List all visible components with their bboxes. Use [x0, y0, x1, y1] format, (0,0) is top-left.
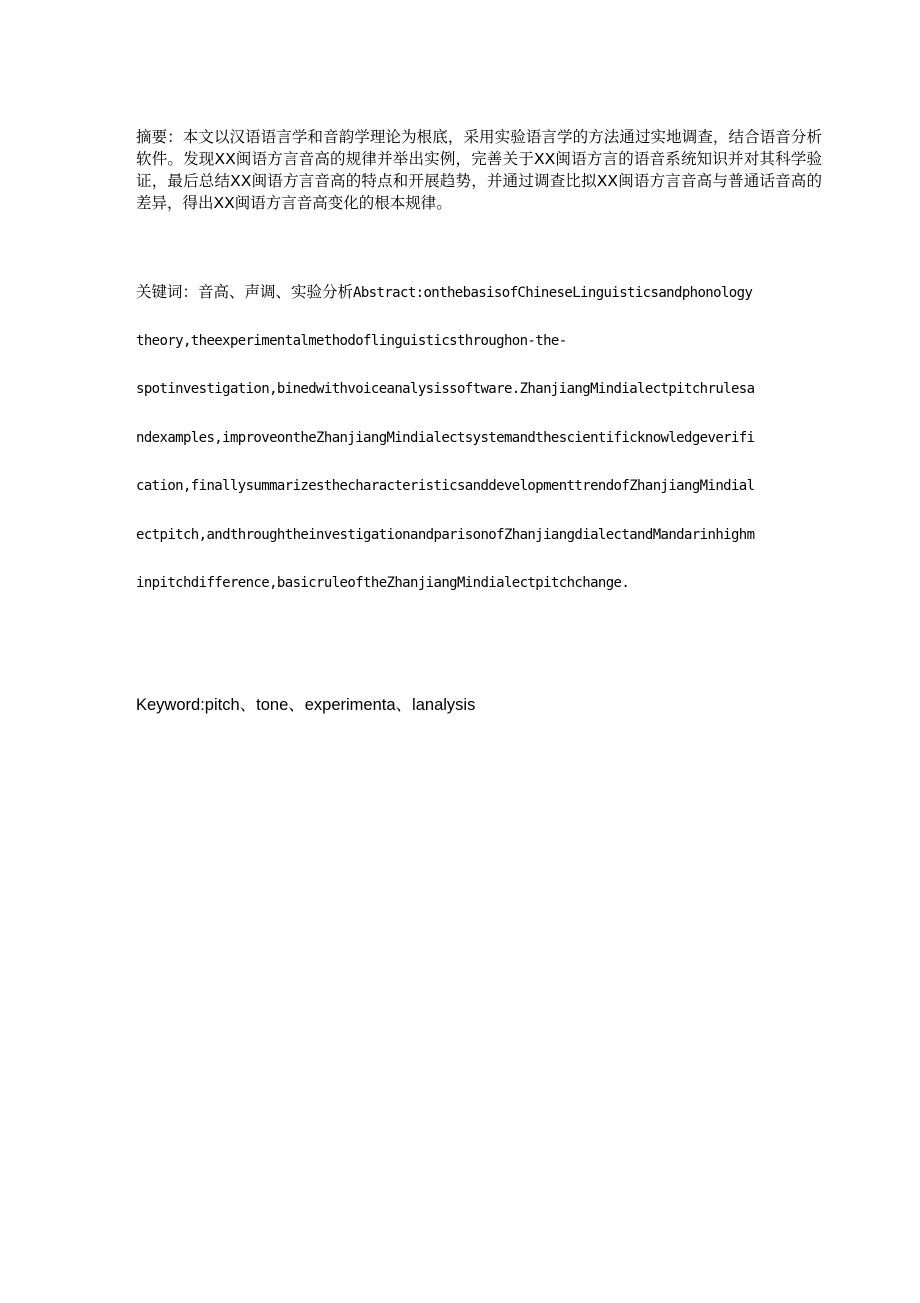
abstract-line-1 [136, 281, 820, 330]
chinese-abstract [136, 126, 822, 214]
english-abstract-line: ectpitch,andthroughtheinvestigationandparisonofZhanjiangdialectandMandarinhighm [136, 526, 755, 543]
chinese-abstract-text: 本文以汉语语言学和音韵学理论为根底，采用实验语言学的方法通过实地调查，结合语音分析软件。发现XX闽语方言音高的规律并举出实例，完善关于XX闽语方言的语音系统知识并对其科学验证，最后总结XX闽语方言音高的特点和开展趋势，并通过调查比拟XX闽语方言音高与普通话音高的差异，得出XX闽语方言音高变化的根本规律。 [136, 128, 822, 212]
english-keywords: Keyword:pitch、tone、experimenta、lanalysis [136, 696, 476, 714]
english-abstract-line: cation,finallysummarizesthecharacteristicsanddevelopmenttrendofZhanjiangMindial [136, 478, 755, 494]
english-abstract-line: spotinvestigation,binedwithvoiceanalysissoftware.ZhanjiangMindialectpitchrulesa [136, 381, 755, 397]
abstract-line-7 [136, 572, 820, 621]
abstract-line-4 [136, 427, 820, 476]
chinese-keywords: 关键词：音高、声调、实验分析 [136, 283, 354, 301]
keywords-and-english-abstract [136, 281, 820, 621]
english-abstract-line: Abstract:onthebasisofChineseLinguisticsandphonology [353, 285, 753, 301]
abstract-line-5 [136, 475, 820, 524]
chinese-abstract-label: 摘要： [136, 128, 183, 146]
abstract-line-6 [136, 524, 820, 573]
english-abstract-line: theory,theexperimentalmethodoflinguisticsthroughon-the- [136, 332, 567, 349]
abstract-line-3 [136, 378, 820, 427]
abstract-line-2 [136, 330, 820, 379]
english-abstract-line: ndexamples,improveontheZhanjiangMindialectsystemandthescientificknowledgeverifi [136, 429, 755, 446]
english-abstract-line: inpitchdifference,basicruleoftheZhanjiangMindialectpitchchange. [136, 575, 630, 591]
